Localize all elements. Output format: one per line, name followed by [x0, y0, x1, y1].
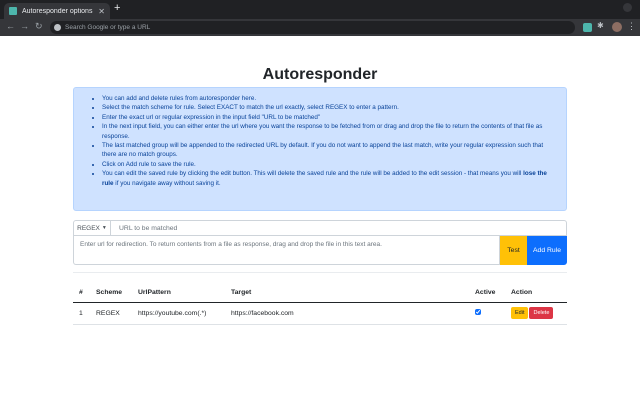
- browser-toolbar: [0, 19, 640, 36]
- instruction-item: • You can add and delete rules from autoresponder here.: [102, 94, 558, 103]
- table-header-row: [73, 283, 567, 302]
- scheme-dropdown[interactable]: [73, 220, 111, 236]
- delete-button[interactable]: Delete: [529, 307, 553, 319]
- rule-form: [73, 220, 567, 265]
- instruction-emphasis: lose the rule: [102, 170, 547, 187]
- instruction-item: [102, 169, 558, 188]
- instruction-text: if you navigate away without saving it.: [113, 179, 221, 187]
- more-menu-icon[interactable]: ⋮: [627, 21, 636, 31]
- avatar[interactable]: [612, 22, 622, 32]
- add-rule-button[interactable]: Add Rule: [527, 236, 567, 265]
- test-button[interactable]: Test: [500, 236, 527, 265]
- reload-icon[interactable]: ↻: [35, 21, 43, 31]
- browser-tab[interactable]: [4, 3, 110, 19]
- url-pattern-input[interactable]: [111, 220, 567, 236]
- header-number: #: [73, 283, 90, 302]
- new-tab-icon[interactable]: +: [114, 2, 121, 14]
- rule-url-pattern: https://youtube.com(.*): [132, 302, 225, 324]
- instruction-item: • In the next input field, you can either enter the url where you want the response to be fetched from or drag and drop the file to return the contents of that file as response.: [102, 122, 558, 141]
- extensions-puzzle-icon[interactable]: ✱: [597, 21, 604, 30]
- instruction-text: You can edit the saved rule by clicking the edit button. This will delete the saved rule and the rule will be added to the edit session - that means you will: [102, 170, 524, 178]
- back-icon[interactable]: ←: [6, 21, 15, 31]
- instruction-item: • Click on Add rule to save the rule.: [102, 160, 558, 169]
- page-title: Autoresponder: [262, 66, 378, 83]
- google-icon: [54, 24, 61, 31]
- instruction-item: • Enter the exact url or regular expression in the input field "URL to be matched": [102, 113, 558, 122]
- rule-scheme: REGEX: [90, 302, 132, 324]
- address-bar[interactable]: [50, 21, 575, 34]
- rules-table: [73, 283, 567, 325]
- instructions-alert: [73, 87, 567, 211]
- instructions-list: [90, 94, 558, 188]
- close-icon[interactable]: ✕: [98, 6, 105, 16]
- table-row: [73, 302, 567, 324]
- browser-tabstrip: [0, 0, 640, 19]
- header-target: Target: [225, 283, 469, 302]
- header-scheme: Scheme: [90, 283, 132, 302]
- scheme-value: REGEX: [77, 224, 100, 232]
- header-url-pattern: UrlPattern: [132, 283, 225, 302]
- instruction-item: • The last matched group will be appended to the redirected URL by default. If you do not want to append the last match, write your regular expression such that there are no match groups.: [102, 141, 558, 160]
- rule-active-checkbox[interactable]: [475, 309, 481, 315]
- rule-actions: [505, 302, 567, 324]
- rule-target: https://facebook.com: [225, 302, 469, 324]
- address-placeholder: Search Google or type a URL: [65, 24, 151, 31]
- autoresponder-extension-icon[interactable]: [583, 23, 592, 32]
- caret-down-icon: ▼: [101, 225, 107, 231]
- divider: [73, 272, 567, 273]
- rule-active-cell: [469, 302, 505, 324]
- header-active: Active: [469, 283, 505, 302]
- forward-icon[interactable]: →: [20, 21, 29, 31]
- window-menu-icon[interactable]: [623, 3, 632, 12]
- instruction-item: • Select the match scheme for rule. Select EXACT to match the url exactly, select REGEX to enter a pattern.: [102, 103, 558, 112]
- edit-button[interactable]: Edit: [511, 307, 528, 319]
- tab-title: Autoresponder options: [22, 7, 93, 15]
- rule-number: 1: [73, 302, 90, 324]
- redirect-url-textarea[interactable]: [73, 236, 500, 265]
- extension-favicon-icon: [9, 7, 17, 15]
- header-action: Action: [505, 283, 567, 302]
